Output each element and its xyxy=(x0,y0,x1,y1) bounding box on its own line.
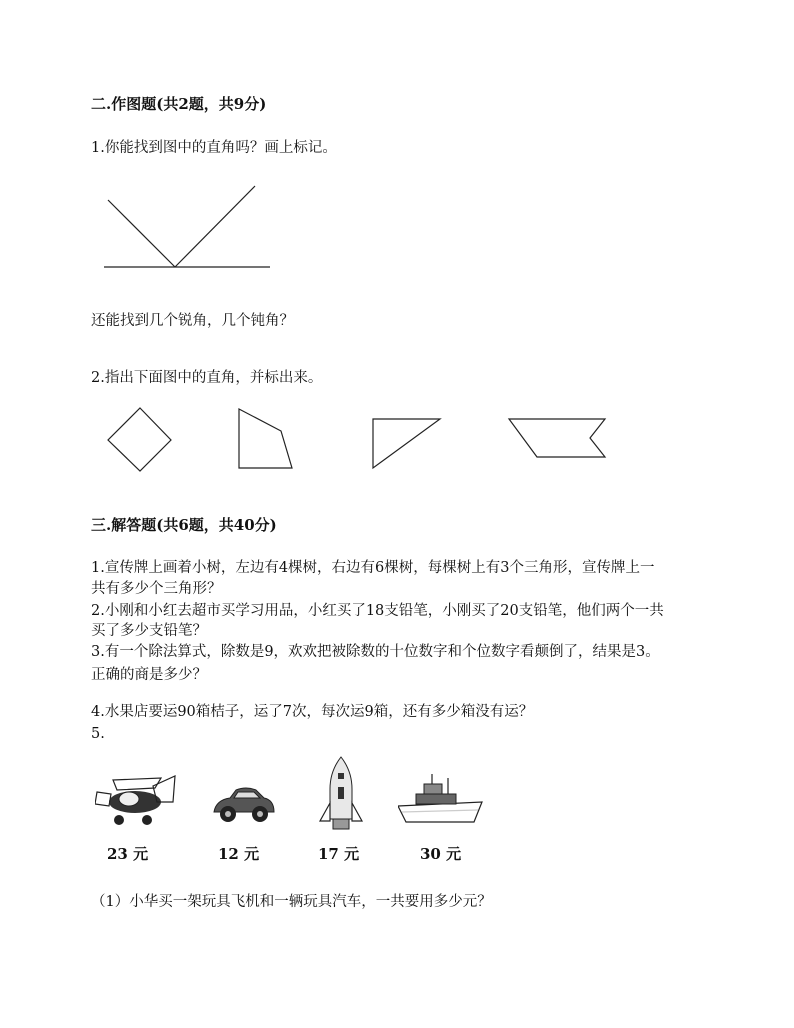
section2-heading: 二.作图题(共2题，共9分) xyxy=(91,95,267,113)
flag-shape xyxy=(509,419,605,457)
question-3-5-sub1: （1）小华买一架玩具飞机和一辆玩具汽车，一共要用多少元？ xyxy=(91,894,492,910)
trapezoid-shape xyxy=(239,409,292,468)
question-3-2-line2: 买了多少支铅笔？ xyxy=(91,623,207,639)
diamond-shape xyxy=(108,408,171,471)
price-airplane: 23 元 xyxy=(107,845,149,863)
question-3-5: 5. xyxy=(91,726,105,742)
price-car: 12 元 xyxy=(218,845,260,863)
car-icon xyxy=(210,784,276,826)
section3-heading: 三.解答题(共6题，共40分) xyxy=(91,516,277,534)
angle-figure xyxy=(100,182,275,274)
question-3-3-line2: 正确的商是多少？ xyxy=(91,667,207,683)
airplane-icon xyxy=(95,768,179,830)
question-3-3-line1: 3.有一个除法算式，除数是9，欢欢把被除数的十位数字和个位数字看颠倒了，结果是3。 xyxy=(91,644,660,660)
question-2-2: 2.指出下面图中的直角，并标出来。 xyxy=(91,370,323,386)
question-3-1-line1: 1.宣传牌上画着小树，左边有4棵树，右边有6棵树，每棵树上有3个三角形，宣传牌上一 xyxy=(91,560,655,576)
price-rocket: 17 元 xyxy=(318,845,360,863)
right-ray xyxy=(175,186,255,267)
ship-icon xyxy=(398,772,484,828)
left-ray xyxy=(108,200,175,267)
shapes-figure xyxy=(100,404,620,476)
triangle-shape xyxy=(373,419,440,468)
price-ship: 30 元 xyxy=(420,845,462,863)
question-2-1-follow: 还能找到几个锐角，几个钝角？ xyxy=(91,313,294,329)
question-2-1: 1.你能找到图中的直角吗？画上标记。 xyxy=(91,140,337,156)
question-3-2-line1: 2.小刚和小红去超市买学习用品，小红买了18支铅笔，小刚买了20支铅笔，他们两个一共 xyxy=(91,603,664,619)
question-3-1-line2: 共有多少个三角形？ xyxy=(91,581,222,597)
question-3-4: 4.水果店要运90箱桔子，运了7次，每次运9箱，还有多少箱没有运？ xyxy=(91,704,534,720)
rocket-icon xyxy=(318,755,364,831)
